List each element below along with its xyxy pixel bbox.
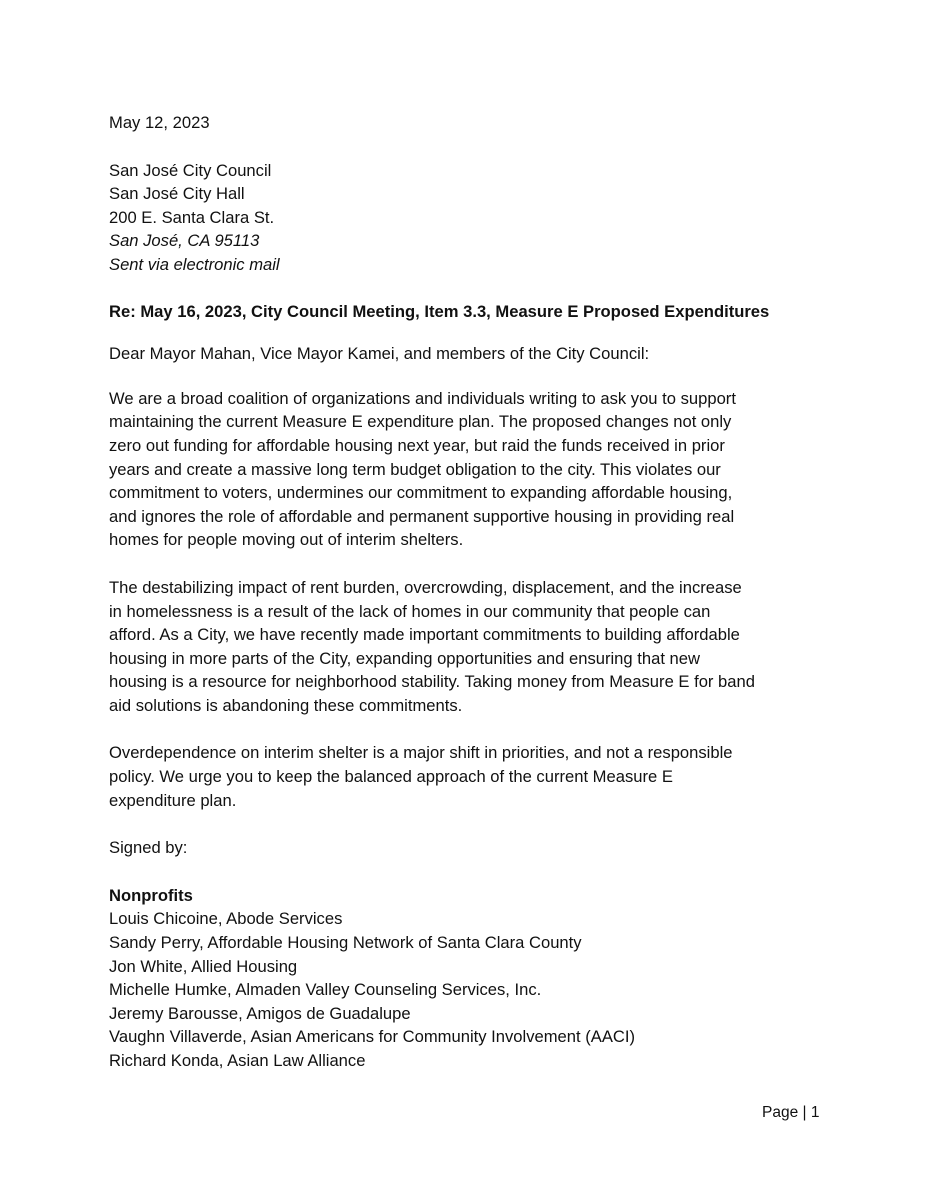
paragraph-line: We are a broad coalition of organizations and individuals writing to ask you to support [109, 388, 736, 408]
paragraph-line: in homelessness is a result of the lack of homes in our community that people can [109, 601, 711, 621]
salutation: Dear Mayor Mahan, Vice Mayor Kamei, and members of the City Council: [109, 344, 650, 364]
paragraph-line: aid solutions is abandoning these commitments. [109, 695, 463, 715]
paragraph-line: zero out funding for affordable housing next year, but raid the funds received in prior [109, 435, 725, 455]
signatory-item: Jeremy Barousse, Amigos de Guadalupe [109, 1003, 411, 1023]
signatory-item: Louis Chicoine, Abode Services [109, 909, 343, 929]
page-number: Page | 1 [762, 1104, 820, 1121]
paragraph-line: The destabilizing impact of rent burden, overcrowding, displacement, and the increase [109, 577, 742, 597]
letter-body [109, 111, 829, 1073]
subject-line: Re: May 16, 2023, City Council Meeting, Item 3.3, Measure E Proposed Expenditures [109, 301, 770, 321]
paragraph-3 [109, 741, 829, 812]
paragraph-line: housing in more parts of the City, expanding opportunities and ensuring that new [109, 648, 700, 668]
recipient-city-line: San José, CA 95113 [109, 231, 260, 251]
paragraph-line: commitment to voters, undermines our commitment to expanding affordable housing, [109, 483, 733, 503]
signatory-item: Vaughn Villaverde, Asian Americans for Community Involvement (AACI) [109, 1027, 636, 1047]
paragraph-line: expenditure plan. [109, 790, 237, 810]
signatory-item: Michelle Humke, Almaden Valley Counseling Services, Inc. [109, 980, 542, 1000]
signatory-list [109, 884, 829, 1073]
signatory-item: Sandy Perry, Affordable Housing Network of Santa Clara County [109, 933, 582, 953]
signatory-item: Richard Konda, Asian Law Alliance [109, 1051, 366, 1070]
recipient-line: San José City Hall [109, 184, 245, 204]
paragraph-line: maintaining the current Measure E expenditure plan. The proposed changes not only [109, 412, 732, 432]
signatory-item: Jon White, Allied Housing [109, 956, 298, 976]
letter-date: May 12, 2023 [109, 113, 210, 132]
recipient-line: 200 E. Santa Clara St. [109, 207, 275, 227]
paragraph-line: housing is a resource for neighborhood stability. Taking money from Measure E for band [109, 672, 755, 692]
paragraph-1 [109, 387, 829, 552]
recipient-line: San José City Council [109, 160, 272, 180]
paragraph-line: afford. As a City, we have recently made important commitments to building affordable [109, 625, 740, 645]
recipient-address [109, 159, 829, 277]
delivery-note: Sent via electronic mail [109, 254, 280, 274]
signatory-group-title: Nonprofits [109, 885, 193, 905]
paragraph-line: years and create a massive long term budget obligation to the city. This violates our [109, 459, 721, 479]
paragraph-line: and ignores the role of affordable and permanent supportive housing in providing real [109, 506, 735, 526]
paragraph-2 [109, 576, 829, 718]
paragraph-line: policy. We urge you to keep the balanced approach of the current Measure E [109, 767, 673, 787]
signed-by-label: Signed by: [109, 838, 188, 858]
paragraph-line: homes for people moving out of interim shelters. [109, 530, 464, 550]
paragraph-line: Overdependence on interim shelter is a major shift in priorities, and not a responsible [109, 743, 733, 763]
